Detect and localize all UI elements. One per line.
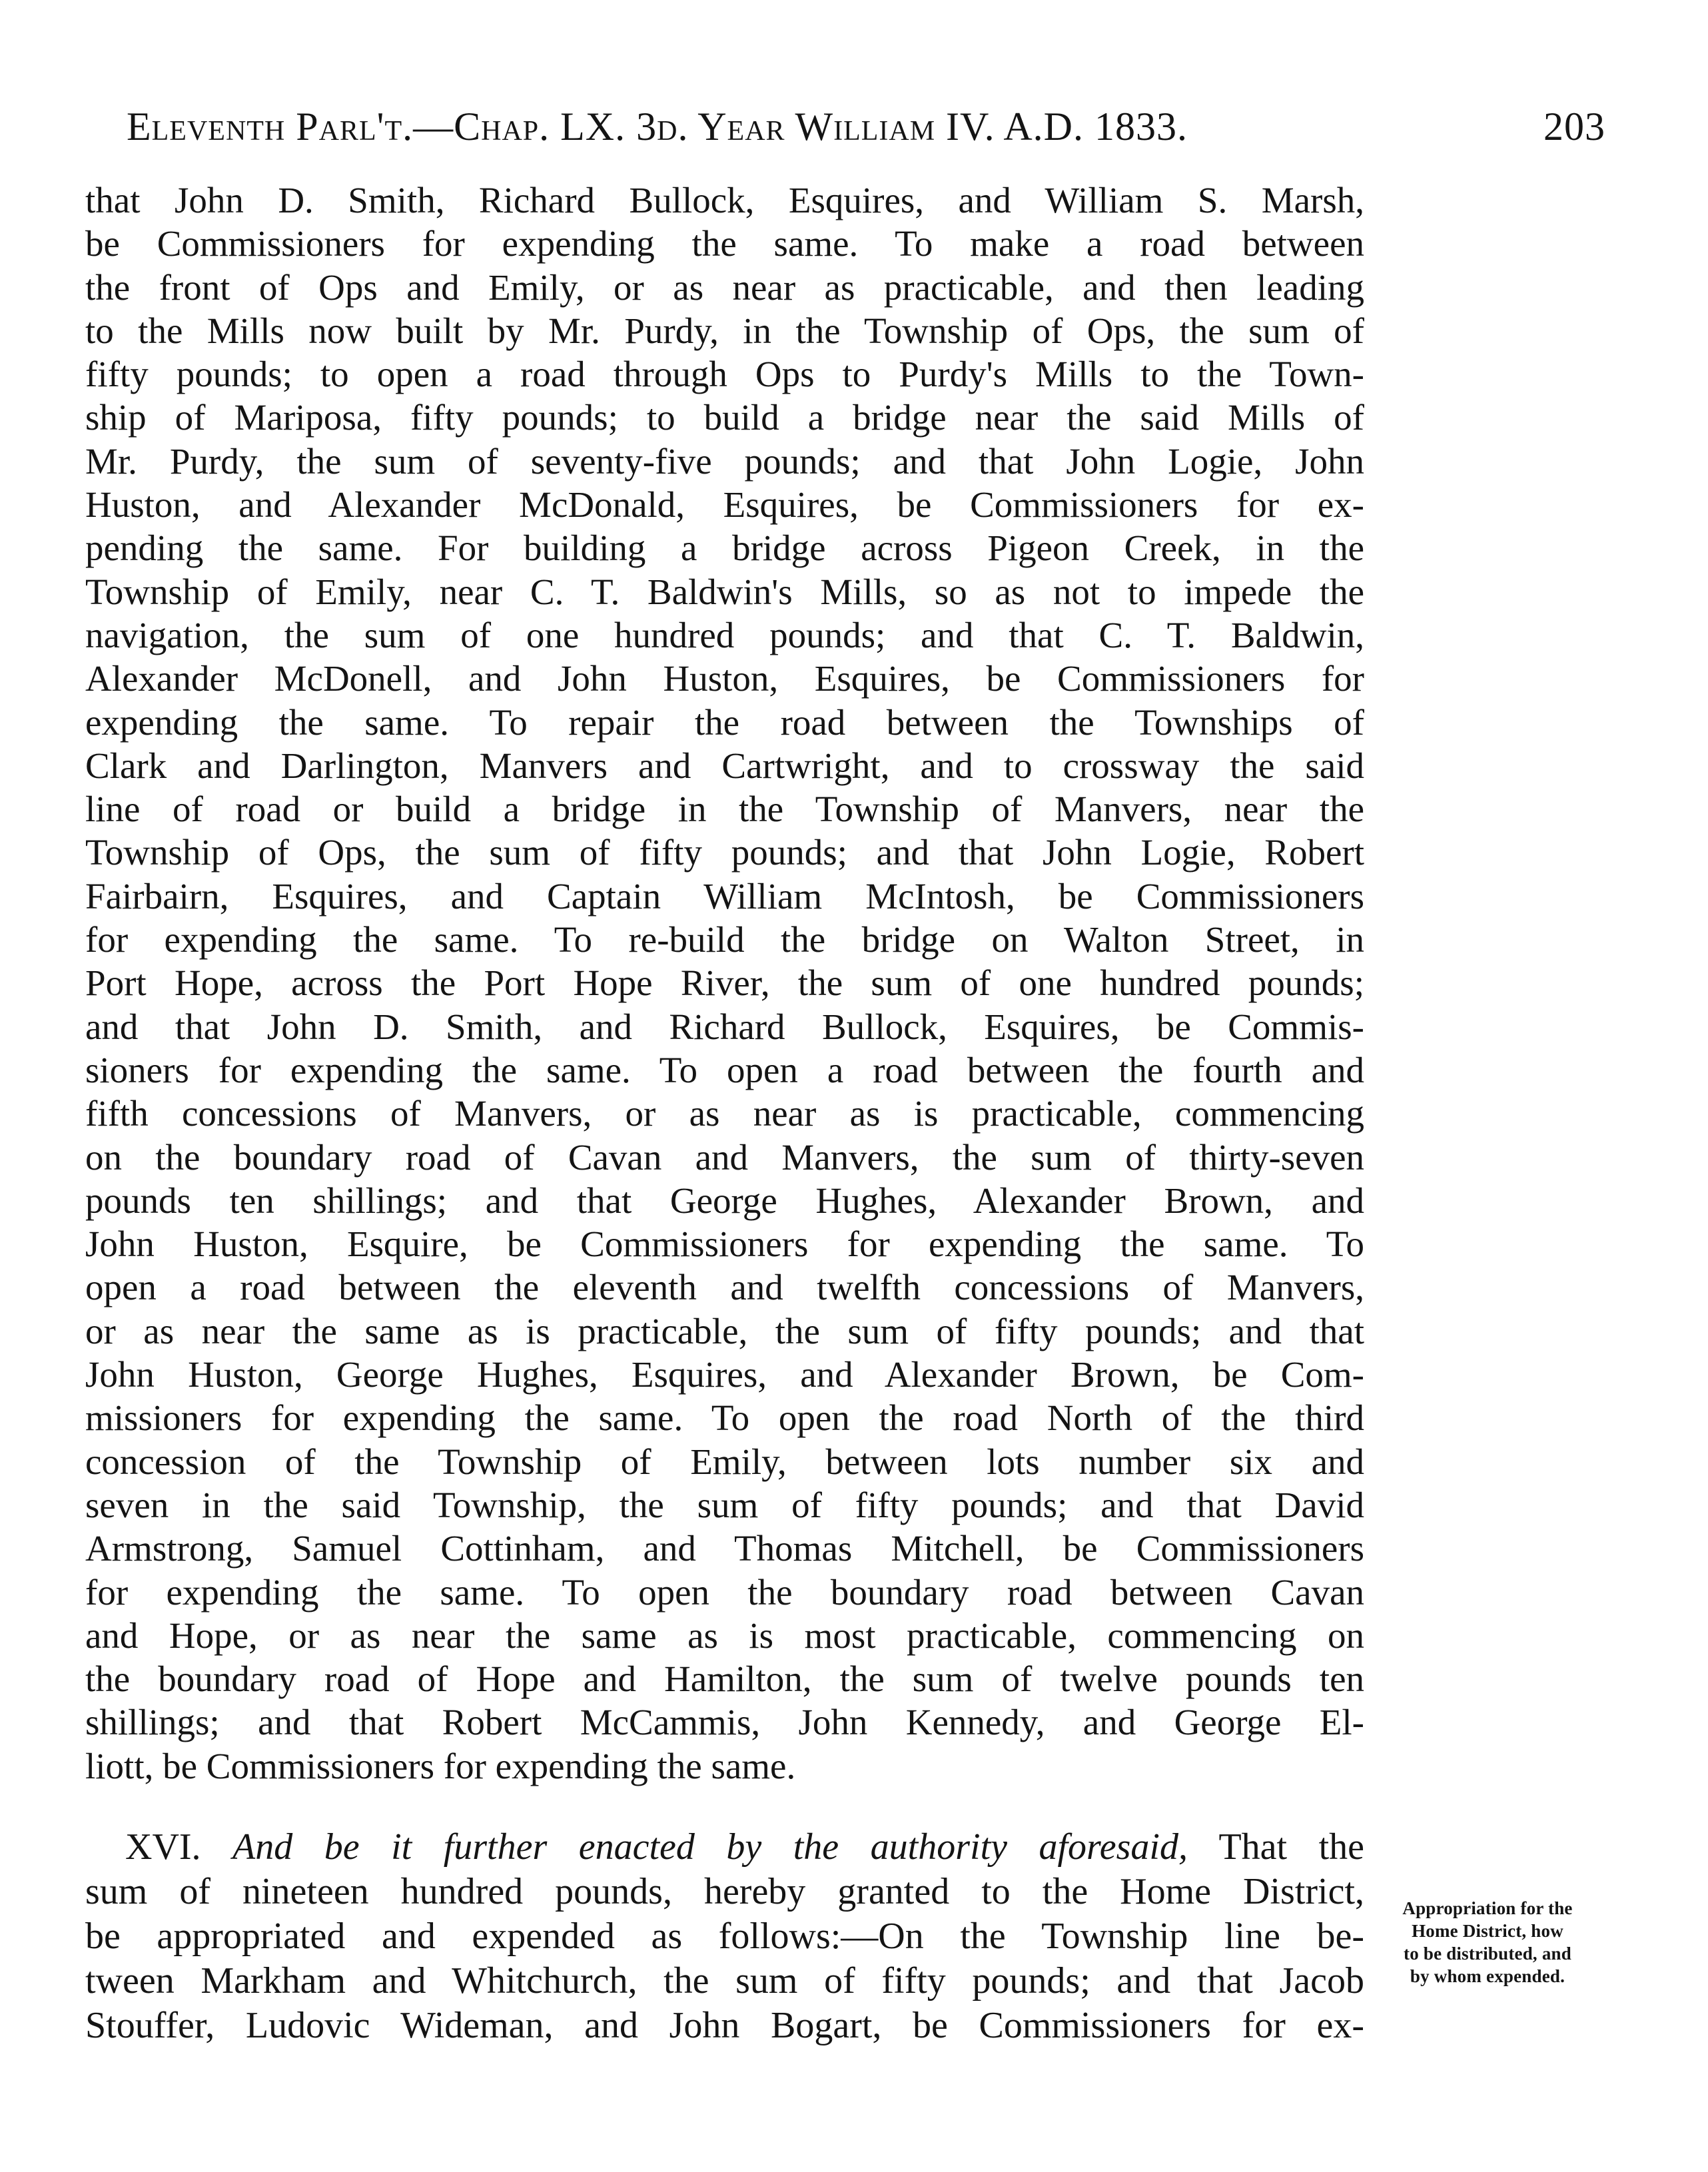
text-line: line of road or build a bridge in the Township of Manvers, near the (85, 789, 1364, 830)
section-xvi (85, 1825, 1364, 2048)
text-line: expending the same. To repair the road between the Townships of (85, 701, 1364, 743)
text-line: missioners for expending the same. To open the road North of the third (85, 1397, 1364, 1439)
text-line: Clark and Darlington, Manvers and Cartwright, and to crossway the said (85, 745, 1364, 786)
text-line: for expending the same. To re-build the bridge on Walton Street, in (85, 919, 1364, 960)
marginal-note-line: Home District, how (1412, 1921, 1563, 1941)
section-first-line-rest: That the (1218, 1826, 1365, 1868)
text-line: Port Hope, across the Port Hope River, the sum of one hundred pounds; (85, 962, 1364, 1004)
text-line: John Huston, Esquire, be Commissioners for expending the same. To (85, 1224, 1364, 1265)
text-line: Fairbairn, Esquires, and Captain William McIntosh, be Commissioners (85, 875, 1364, 916)
text-line: that John D. Smith, Richard Bullock, Esquires, and William S. Marsh, (85, 180, 1364, 220)
marginal-note-line: by whom expended. (1410, 1966, 1565, 1986)
text-line: fifty pounds; to open a road through Ops to Purdy's Mills to the Town- (85, 354, 1364, 395)
text-line: be appropriated and expended as follows:—On the Township line be- (85, 1916, 1364, 1957)
text-line: and Hope, or as near the same as is most practicable, commencing on (85, 1615, 1364, 1656)
text-line: John Huston, George Hughes, Esquires, and Alexander Brown, be Com- (85, 1354, 1364, 1395)
text-line: shillings; and that Robert McCammis, John Kennedy, and George El- (85, 1702, 1364, 1743)
marginal-note-line: Appropriation for the (1402, 1898, 1573, 1918)
text-line: liott, be Commissioners for expending the same. (85, 1745, 796, 1786)
marginal-note (1371, 1897, 1604, 1988)
text-line: be Commissioners for expending the same. To make a road between (85, 223, 1364, 264)
body-paragraph (85, 179, 1364, 1788)
text-line: pounds ten shillings; and that George Hughes, Alexander Brown, and (85, 1180, 1364, 1221)
text-line: concession of the Township of Emily, between lots number six and (85, 1441, 1364, 1482)
text-line: ship of Mariposa, fifty pounds; to build a bridge near the said Mills of (85, 397, 1364, 438)
text-line: tween Markham and Whitchurch, the sum of fifty pounds; and that Jacob (85, 1960, 1364, 2001)
text-line: the front of Ops and Emily, or as near as practicable, and then leading (85, 266, 1364, 308)
text-line: sioners for expending the same. To open a road between the fourth and (85, 1049, 1364, 1090)
text-line: open a road between the eleventh and twelfth concessions of Manvers, (85, 1267, 1364, 1308)
text-line: or as near the same as is practicable, the sum of fifty pounds; and that (85, 1310, 1364, 1351)
running-title: Eleventh Parl't.—Chap. LX. 3d. Year William IV. A.D. 1833. (127, 105, 1188, 149)
enacting-clause: And be it further enacted by the authority aforesaid, (232, 1826, 1188, 1868)
page-number: 203 (1543, 105, 1605, 149)
text-line: on the boundary road of Cavan and Manvers, the sum of thirty-seven (85, 1136, 1364, 1178)
text-line: navigation, the sum of one hundred pounds; and that C. T. Baldwin, (85, 614, 1364, 655)
text-line: Township of Emily, near C. T. Baldwin's Mills, so as not to impede the (85, 571, 1364, 612)
text-line: seven in the said Township, the sum of fifty pounds; and that David (85, 1484, 1364, 1525)
text-line: the boundary road of Hope and Hamilton, the sum of twelve pounds ten (85, 1658, 1364, 1700)
text-line: Stouffer, Ludovic Wideman, and John Bogart, be Commissioners for ex- (85, 2005, 1364, 2046)
text-line: Alexander McDonell, and John Huston, Esquires, be Commissioners for (85, 658, 1364, 699)
text-line: Armstrong, Samuel Cottinham, and Thomas Mitchell, be Commissioners (85, 1528, 1364, 1569)
text-line: sum of nineteen hundred pounds, hereby granted to the Home District, (85, 1871, 1364, 1912)
section-number: XVI. (125, 1826, 201, 1868)
text-line: Township of Ops, the sum of fifty pounds; and that John Logie, Robert (85, 832, 1364, 873)
text-line: for expending the same. To open the boundary road between Cavan (85, 1571, 1364, 1613)
text-line: to the Mills now built by Mr. Purdy, in the Township of Ops, the sum of (85, 310, 1364, 351)
text-line: pending the same. For building a bridge across Pigeon Creek, in the (85, 528, 1364, 569)
text-line: Mr. Purdy, the sum of seventy-five pounds; and that John Logie, John (85, 440, 1364, 482)
text-line: fifth concessions of Manvers, or as near as is practicable, commencing (85, 1093, 1364, 1134)
text-line: and that John D. Smith, and Richard Bullock, Esquires, be Commis- (85, 1006, 1364, 1047)
running-head (127, 100, 1605, 153)
text-line: Huston, and Alexander McDonald, Esquires, be Commissioners for ex- (85, 484, 1364, 526)
marginal-note-line: to be distributed, and (1404, 1944, 1571, 1964)
section-first-line (85, 1825, 1364, 1870)
